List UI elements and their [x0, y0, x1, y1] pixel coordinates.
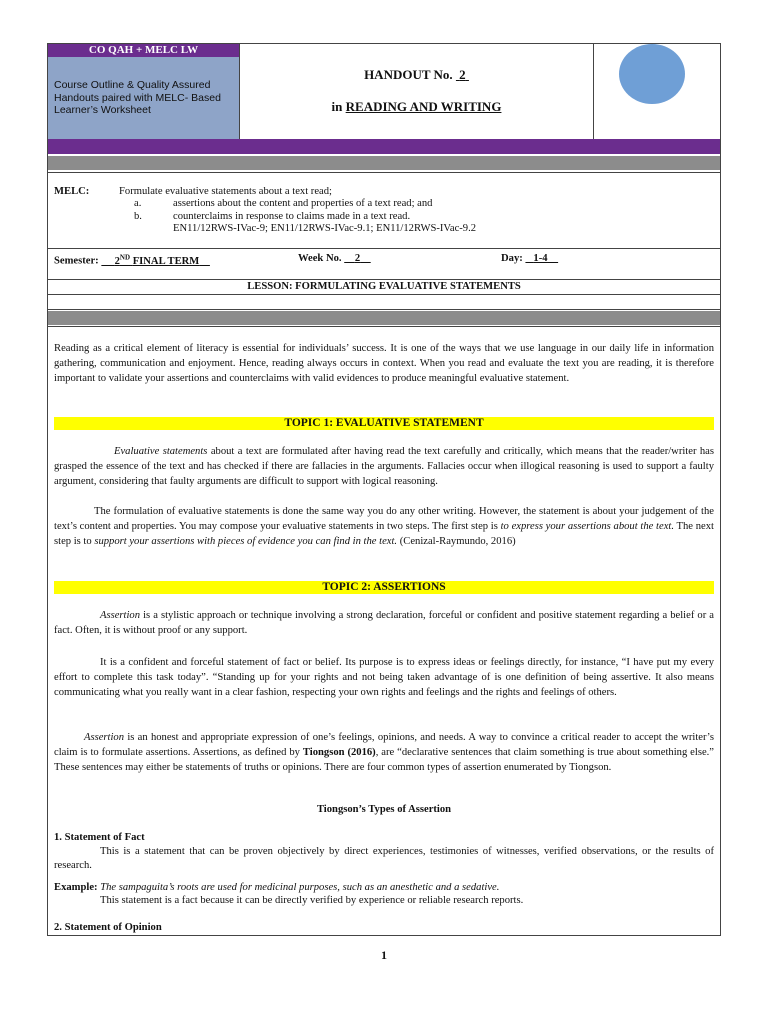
example-note: This statement is a fact because it can be directly verified by experience or reliable research reports. [100, 895, 524, 906]
melc-b: counterclaims in response to claims made in a text read. [173, 211, 411, 222]
example-line: Example: The sampaguita’s roots are used for medicinal purposes, such as an anesthetic and a sedative. [54, 882, 500, 893]
melc-main: Formulate evaluative statements about a text read; [119, 186, 332, 197]
header-divider-1 [239, 44, 240, 139]
topic2-title: TOPIC 2: ASSERTIONS [54, 581, 714, 594]
topic1-title: TOPIC 1: EVALUATIVE STATEMENT [54, 417, 714, 430]
purple-band [48, 139, 720, 154]
topic2-paragraph1: Assertion is a stylistic approach or technique involving a strong declaration, forceful or confident and positive statement regarding a belief or a fact. Often, it is without proof or any support. [54, 610, 714, 637]
topic1-paragraph1: Evaluative statements about a text are formulated after having read the text carefully and critically, which means that the reader/writer has grasped the essence of the text and has checked if there are fallacies in the arguments. Fallacies occur when illogical reasoning is used to support a faulty argument, considering that faulty arguments are difficult to support with logical reasoning. [54, 446, 714, 488]
header-subtitle: Course Outline & Quality Assured Handouts paired with MELC- Based Learner’s Worksheet [54, 79, 221, 116]
subject-title: in READING AND WRITING [331, 99, 502, 114]
melc-codes: EN11/12RWS-IVac-9; EN11/12RWS-IVac-9.1; EN11/12RWS-IVac-9.2 [173, 223, 477, 234]
melc-b-marker: b. [134, 211, 142, 222]
type1-description: This is a statement that can be proven objectively by direct experiences, testimonies of witnesses, verified observations, or the results of research. [54, 846, 714, 871]
type2-title: 2. Statement of Opinion [54, 922, 162, 933]
page-number: 1 [381, 948, 387, 962]
divider [47, 172, 721, 173]
divider [47, 248, 721, 249]
divider [47, 279, 721, 280]
topic2-paragraph2: It is a confident and forceful statement of fact or belief. Its purpose is to express ideas or feelings directly, for instance, “I have put my every effort to complete this task today”. “Standing up for your rights and not being taken advantage of is one definition of being assertive. It also means communicating what you really want in a clear fashion, respecting your own rights and feelings and the rights and feelings of others. [54, 657, 714, 699]
type1-title: 1. Statement of Fact [54, 832, 145, 843]
handout-title: HANDOUT No. 2 [364, 67, 466, 82]
day-row: Day: 1-4 [501, 253, 548, 264]
melc-label: MELC: [54, 186, 90, 197]
divider [47, 326, 721, 327]
week-row: Week No. 2 [298, 253, 361, 264]
types-title: Tiongson’s Types of Assertion [316, 804, 452, 815]
topic2-paragraph3: Assertion is an honest and appropriate expression of one’s feelings, opinions, and needs. A way to convince a critical reader to accept the writer’s claim is to formulate assertions. Assertions, as defined by Tiongson (2016), are “declarative sentences that claim something is true about something else.” These sentences may either be statements of truths or opinions. There are four common types of assertion enumerated by Tiongson. [54, 732, 714, 774]
divider [47, 294, 721, 295]
lesson-title: LESSON: FORMULATING EVALUATIVE STATEMENTS [247, 281, 521, 292]
gray-band-2 [48, 311, 720, 325]
header-badge: CO QAH + MELC LW [48, 44, 239, 57]
divider [47, 309, 721, 310]
school-logo [619, 44, 685, 104]
melc-a-marker: a. [134, 198, 142, 209]
semester-row: Semester: 2ND FINAL TERM [54, 253, 200, 267]
intro-paragraph: Reading as a critical element of literacy is essential for individuals’ success. It is one of the ways that we use language in our daily life in information gathering, communication and enjoyment. Hence, reading always occurs in context. When you read and evaluate the text you are reading, it is therefore important to validate your assertions and counterclaims with valid evidences to produce meaningful evaluative statement. [54, 343, 714, 385]
gray-band-1 [48, 156, 720, 170]
melc-a: assertions about the content and properties of a text read; and [173, 198, 433, 209]
header-divider-2 [593, 44, 594, 139]
topic1-paragraph2: The formulation of evaluative statements is done the same way you do any other writing. However, the statement is about your judgement of the text’s content and properties. You may compose your evaluative statements in two steps. The first step is to express your assertions about the text. The next step is to support your assertions with pieces of evidence you can find in the text. (Cenizal-Raymundo, 2016) [54, 506, 714, 548]
